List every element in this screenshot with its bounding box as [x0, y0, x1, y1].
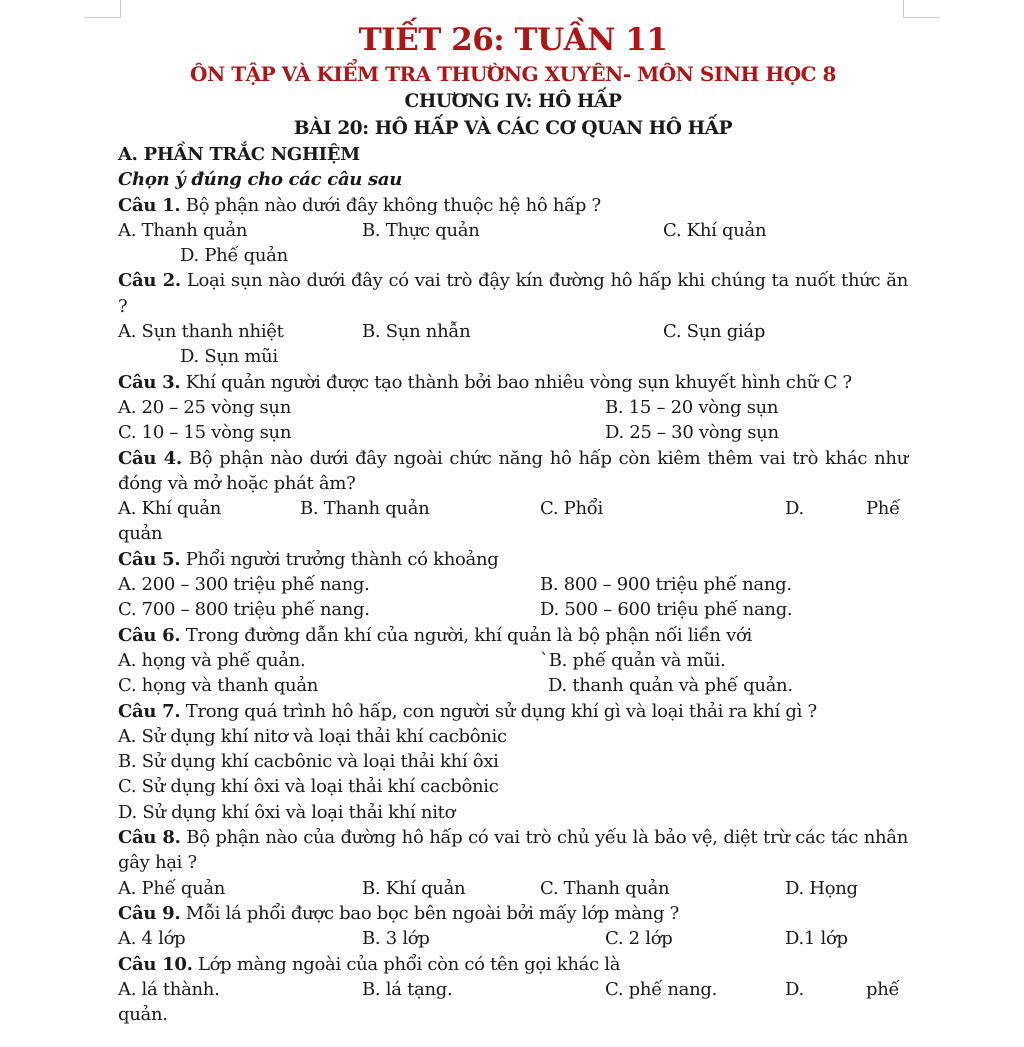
question-2-options-2: [118, 344, 908, 369]
question-number: Câu 8.: [118, 827, 181, 849]
option-d[interactable]: D.: [785, 978, 804, 1000]
option-d-continued: quản.: [118, 1004, 168, 1026]
option-a[interactable]: A. lá thành.: [118, 978, 220, 1000]
question-4: [118, 446, 908, 497]
option-a[interactable]: A. Khí quản: [118, 498, 222, 520]
option-b[interactable]: `B. phế quản và mũi.: [540, 649, 726, 671]
corner-mark-right-v: [903, 0, 904, 18]
question-text: Bộ phận nào dưới đây ngoài chức năng hô hấp còn kiêm thêm vai trò khác như đóng và mở hoặc phát âm?: [118, 447, 908, 494]
question-6-options: [118, 648, 908, 673]
document-subtitle: ÔN TẬP VÀ KIỂM TRA THƯỜNG XUYÊN- MÔN SINH HỌC 8: [190, 62, 836, 86]
option-a[interactable]: A. 4 lớp: [118, 928, 186, 950]
option-c[interactable]: C. 10 – 15 vòng sụn: [118, 422, 292, 444]
option-a[interactable]: A. Sử dụng khí nitơ và loại thải khí cacbônic: [118, 725, 507, 747]
document-title: TIẾT 26: TUẦN 11: [358, 22, 668, 58]
question-number: Câu 6.: [118, 624, 181, 646]
option-c[interactable]: C. 700 – 800 triệu phế nang.: [118, 599, 370, 621]
option-a[interactable]: A. họng và phế quản.: [118, 649, 306, 671]
corner-mark-left-v: [120, 0, 121, 18]
question-number: Câu 2.: [118, 270, 181, 292]
question-number: Câu 9.: [118, 902, 181, 924]
question-2-options: [118, 319, 908, 344]
option-c[interactable]: C. Sụn giáp: [663, 321, 766, 343]
option-c[interactable]: C. Phổi: [540, 498, 603, 520]
option-a[interactable]: A. Sụn thanh nhiệt: [118, 321, 284, 343]
chapter-title: CHƯƠNG IV: HÔ HẤP: [404, 91, 622, 112]
question-8: [118, 825, 908, 876]
question-7-option-a: [118, 724, 908, 749]
question-7-option-b: [118, 749, 908, 774]
question-10-options: [118, 977, 908, 1002]
question-text: Trong đường dẫn khí của người, khí quản là bộ phận nối liền với: [185, 624, 752, 646]
option-b[interactable]: B. 15 – 20 vòng sụn: [605, 396, 779, 418]
question-6: [118, 623, 908, 648]
section-instruction: Chọn ý đúng cho các câu sau: [118, 169, 403, 191]
question-1-options: [118, 218, 908, 243]
question-number: Câu 10.: [118, 953, 193, 975]
question-text: Trong quá trình hô hấp, con người sử dụng khí gì và loại thải ra khí gì ?: [185, 700, 817, 722]
question-8-options: [118, 876, 908, 901]
option-d[interactable]: D. Phế quản: [180, 245, 288, 267]
option-d[interactable]: D. thanh quản và phế quản.: [548, 675, 793, 697]
option-d[interactable]: D. Sụn mũi: [180, 346, 278, 368]
question-3-options-2: [118, 420, 908, 445]
option-c[interactable]: C. Sử dụng khí ôxi và loại thải khí cacbônic: [118, 776, 499, 798]
document-page: [118, 18, 908, 1027]
option-b[interactable]: B. Sụn nhẫn: [362, 321, 471, 343]
option-d[interactable]: D. 500 – 600 triệu phế nang.: [540, 599, 793, 621]
option-b[interactable]: B. Sử dụng khí cacbônic và loại thải khí ôxi: [118, 751, 499, 773]
option-b[interactable]: B. lá tạng.: [362, 978, 453, 1000]
question-3: [118, 370, 908, 395]
question-3-options: [118, 395, 908, 420]
question-5-options: [118, 572, 908, 597]
option-a[interactable]: A. 20 – 25 vòng sụn: [118, 396, 291, 418]
option-b[interactable]: B. Thanh quản: [300, 498, 430, 520]
question-number: Câu 5.: [118, 548, 181, 570]
option-c[interactable]: C. Thanh quản: [540, 877, 670, 899]
question-number: Câu 1.: [118, 194, 181, 216]
question-number: Câu 4.: [118, 447, 182, 469]
option-c[interactable]: C. họng và thanh quản: [118, 675, 319, 697]
question-5: [118, 547, 908, 572]
question-number: Câu 3.: [118, 371, 181, 393]
option-b[interactable]: B. Thực quản: [362, 219, 480, 241]
question-text: Bộ phận nào dưới đây không thuộc hệ hô hấp ?: [185, 194, 601, 216]
question-text: Lớp màng ngoài của phổi còn có tên gọi khác là: [197, 953, 621, 975]
option-d[interactable]: D. Họng: [785, 877, 858, 899]
question-number: Câu 7.: [118, 700, 181, 722]
question-text: Bộ phận nào của đường hô hấp có vai trò chủ yếu là bảo vệ, diệt trừ các tác nhân gây hại ?: [118, 827, 909, 874]
option-b[interactable]: B. 800 – 900 triệu phế nang.: [540, 574, 792, 596]
option-d[interactable]: D.1 lớp: [785, 928, 848, 950]
option-c[interactable]: C. phế nang.: [605, 978, 718, 1000]
question-7-option-d: [118, 800, 908, 825]
question-text: Loại sụn nào dưới đây có vai trò đậy kín đường hô hấp khi chúng ta nuốt thức ăn ?: [118, 270, 909, 317]
question-text: Mỗi lá phổi được bao bọc bên ngoài bởi mấy lớp màng ?: [185, 902, 679, 924]
question-4-options-2: [118, 521, 908, 546]
option-a[interactable]: A. Thanh quản: [118, 219, 248, 241]
option-a[interactable]: A. Phế quản: [118, 877, 226, 899]
question-9-options: [118, 926, 908, 951]
question-4-options: [118, 496, 908, 521]
option-d[interactable]: D.: [785, 498, 804, 520]
question-6-options-2: [118, 673, 908, 698]
option-b[interactable]: B. Khí quản: [362, 877, 466, 899]
option-d-text: Phế: [866, 498, 900, 520]
option-b[interactable]: B. 3 lớp: [362, 928, 430, 950]
lesson-title: BÀI 20: HÔ HẤP VÀ CÁC CƠ QUAN HÔ HẤP: [293, 118, 733, 139]
corner-mark-right-h: [903, 17, 940, 18]
question-text: Phổi người trưởng thành có khoảng: [185, 548, 499, 570]
question-7-option-c: [118, 774, 908, 799]
option-d[interactable]: D. 25 – 30 vòng sụn: [605, 422, 779, 444]
option-c[interactable]: C. 2 lớp: [605, 928, 673, 950]
question-10: [118, 952, 908, 977]
question-7: [118, 699, 908, 724]
question-10-options-2: [118, 1002, 908, 1027]
question-5-options-2: [118, 597, 908, 622]
option-d-text: phế: [866, 978, 900, 1000]
question-1: [118, 193, 908, 218]
question-1-options-2: [118, 243, 908, 268]
option-d-continued: quản: [118, 523, 163, 545]
section-heading: A. PHẦN TRẮC NGHIỆM: [118, 144, 360, 165]
question-2: [118, 268, 908, 319]
corner-mark-left-h: [84, 17, 121, 18]
question-9: [118, 901, 908, 926]
option-a[interactable]: A. 200 – 300 triệu phế nang.: [118, 574, 370, 596]
option-d[interactable]: D. Sử dụng khí ôxi và loại thải khí nitơ: [118, 801, 456, 823]
question-text: Khí quản người được tạo thành bởi bao nhiêu vòng sụn khuyết hình chữ C ?: [185, 371, 852, 393]
option-c[interactable]: C. Khí quản: [663, 219, 767, 241]
